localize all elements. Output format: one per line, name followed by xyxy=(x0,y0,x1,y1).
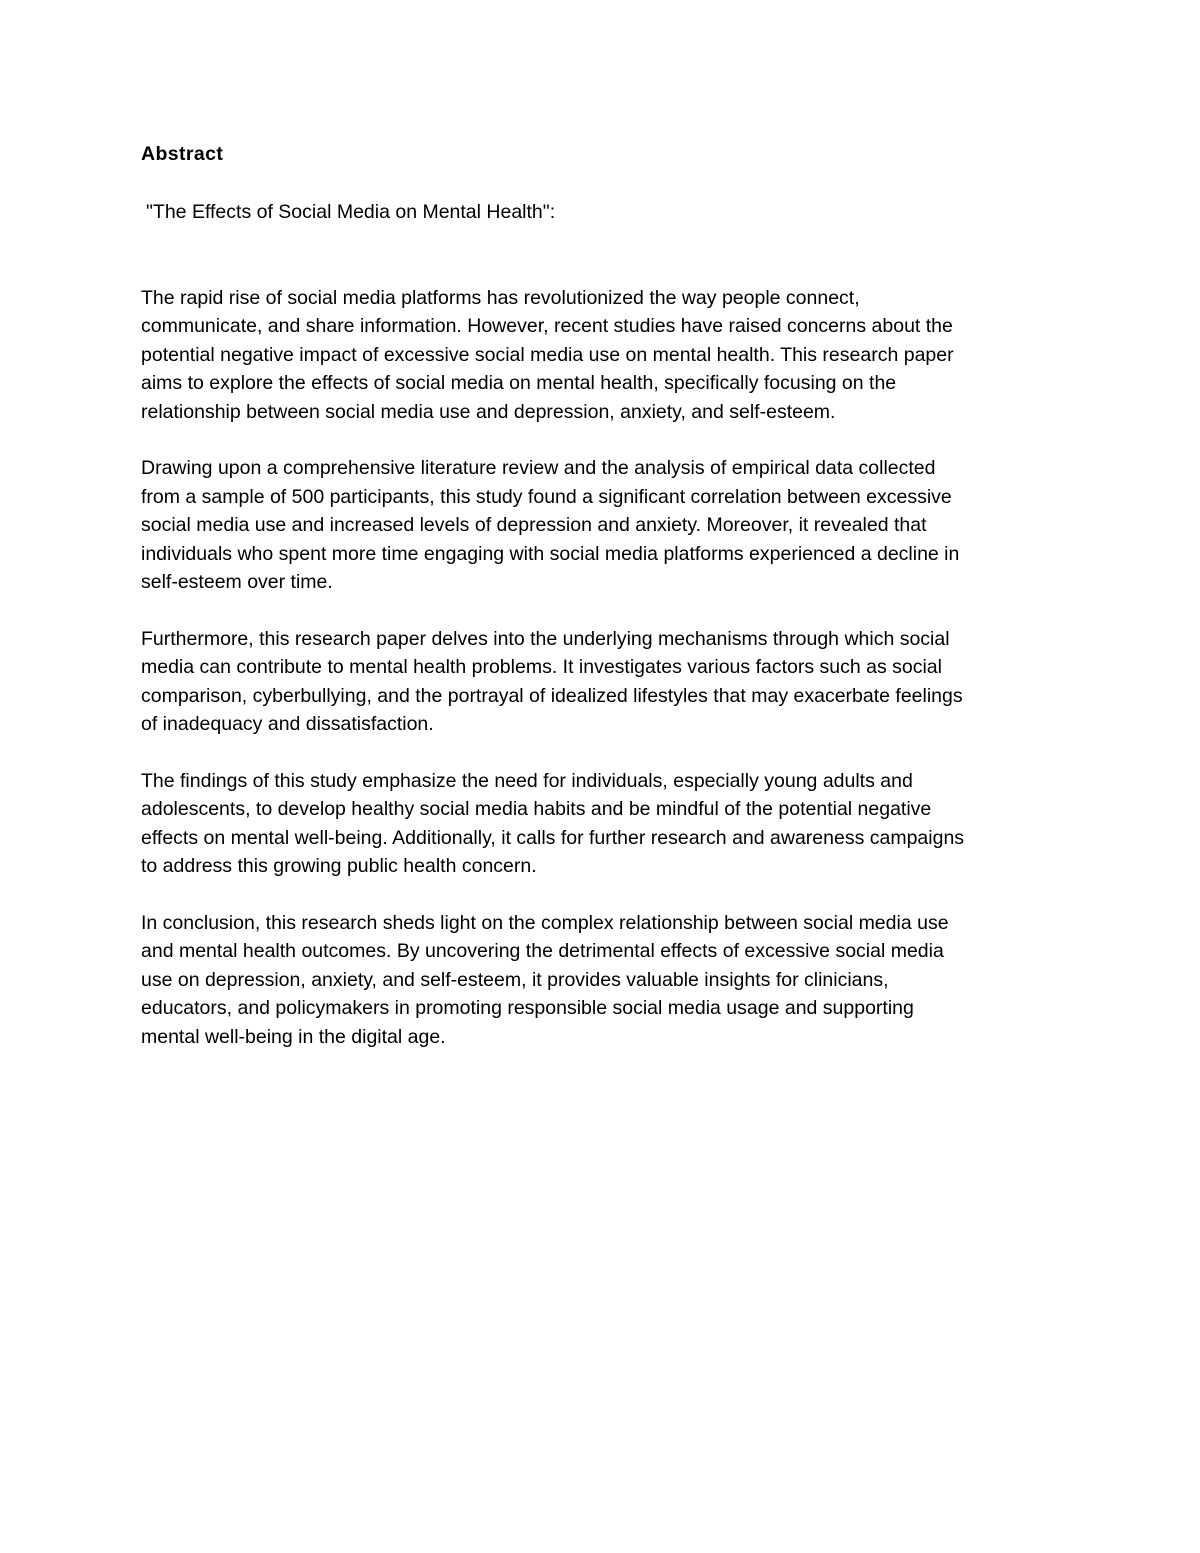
paragraph-line: effects on mental well-being. Additionally, it calls for further research and awareness campaigns xyxy=(141,826,965,849)
paragraph-line: social media use and increased levels of depression and anxiety. Moreover, it revealed that xyxy=(141,514,927,537)
paragraph-line: The findings of this study emphasize the need for individuals, especially young adults and xyxy=(141,769,913,792)
paragraph-line: aims to explore the effects of social media on mental health, specifically focusing on the xyxy=(141,372,897,395)
paragraph-line: media can contribute to mental health problems. It investigates various factors such as social xyxy=(141,656,942,679)
paragraph-line: relationship between social media use and depression, anxiety, and self-esteem. xyxy=(141,400,836,423)
paragraph-1 xyxy=(141,284,1071,426)
paragraph-line: and mental health outcomes. By uncovering the detrimental effects of excessive social media xyxy=(141,940,944,963)
paragraph-line: of inadequacy and dissatisfaction. xyxy=(141,713,434,736)
paragraph-line: communicate, and share information. However, recent studies have raised concerns about the xyxy=(141,315,953,338)
paragraph-line: from a sample of 500 participants, this study found a significant correlation between excessive xyxy=(141,485,952,508)
document-body xyxy=(141,140,1071,1079)
paragraph-line: to address this growing public health concern. xyxy=(141,855,537,878)
paragraph-line: mental well-being in the digital age. xyxy=(141,1025,446,1048)
paragraph-line: self-esteem over time. xyxy=(141,571,333,594)
paragraph-line: Furthermore, this research paper delves into the underlying mechanisms through which social xyxy=(141,627,950,650)
paragraph-line: In conclusion, this research sheds light on the complex relationship between social media use xyxy=(141,911,949,934)
paragraph-5 xyxy=(141,909,1071,1051)
paragraph-2 xyxy=(141,454,1071,596)
paragraph-line: Drawing upon a comprehensive literature review and the analysis of empirical data collected xyxy=(141,457,936,480)
paragraph-line: comparison, cyberbullying, and the portrayal of idealized lifestyles that may exacerbate feelings xyxy=(141,684,963,707)
paragraph-4 xyxy=(141,767,1071,881)
abstract-heading: Abstract xyxy=(141,143,224,165)
paragraph-line: potential negative impact of excessive social media use on mental health. This research paper xyxy=(141,343,954,366)
paragraph-line: educators, and policymakers in promoting responsible social media usage and supporting xyxy=(141,997,914,1020)
paragraph-3 xyxy=(141,625,1071,739)
paragraph-line: individuals who spent more time engaging with social media platforms experienced a decline in xyxy=(141,542,960,565)
paragraph-line: The rapid rise of social media platforms has revolutionized the way people connect, xyxy=(141,287,860,309)
paragraph-line: adolescents, to develop healthy social media habits and be mindful of the potential negative xyxy=(141,798,932,821)
paragraph-line: use on depression, anxiety, and self-esteem, it provides valuable insights for clinicians, xyxy=(141,968,889,991)
paper-title: "The Effects of Social Media on Mental Health": xyxy=(146,201,556,223)
